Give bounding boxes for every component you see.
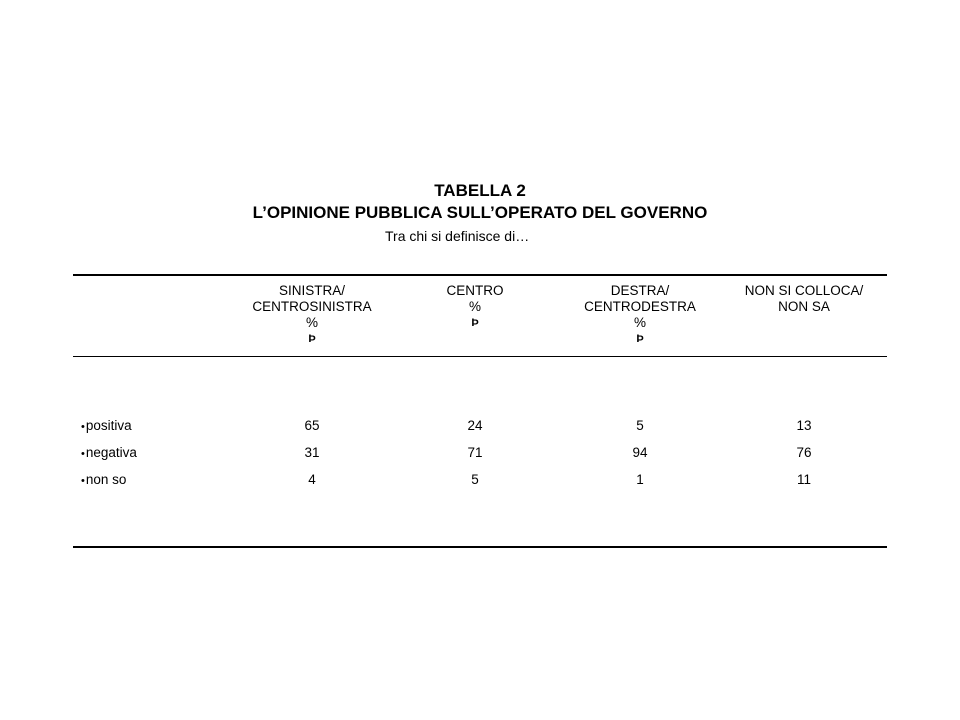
- column-header-line: CENTRO: [446, 283, 504, 298]
- table-cell: 1: [636, 472, 644, 487]
- column-header-line: NON SI COLLOCA/: [744, 283, 864, 298]
- table-title-block: [0, 180, 960, 224]
- table-cell: 65: [304, 418, 320, 433]
- table-cell: 5: [471, 472, 479, 487]
- column-header-1: [232, 283, 392, 347]
- table-row: [0, 418, 960, 434]
- table-cell: 94: [632, 445, 648, 460]
- row-label-text: negativa: [85, 445, 137, 460]
- table-number: TABELLA 2: [434, 181, 526, 200]
- table-row: [0, 445, 960, 461]
- table-cell: 5: [636, 418, 644, 433]
- row-label-text: non so: [85, 472, 127, 487]
- table-subtitle: Tra chi si definisce di…: [385, 228, 530, 244]
- table-cell: 4: [308, 472, 316, 487]
- top-rule: [73, 274, 887, 276]
- table-title: L’OPINIONE PUBBLICA SULL’OPERATO DEL GOVERNO: [252, 203, 708, 222]
- header-rule: [73, 356, 887, 357]
- bullet-icon: •: [81, 475, 85, 487]
- column-header-line: CENTRODESTRA: [584, 299, 696, 314]
- column-header-line: SINISTRA/: [278, 283, 345, 298]
- row-label: [81, 472, 126, 489]
- row-label: [81, 445, 137, 462]
- column-header-4: [724, 283, 884, 315]
- column-header-line: %: [305, 315, 318, 330]
- column-header-2: [395, 283, 555, 331]
- bullet-icon: •: [81, 421, 85, 433]
- table-cell: 11: [796, 472, 811, 487]
- row-label-text: positiva: [85, 418, 132, 433]
- column-header-3: [560, 283, 720, 347]
- table-cell: 24: [467, 418, 483, 433]
- row-label: [81, 418, 132, 435]
- table-cell: 13: [796, 418, 812, 433]
- table-cell: 71: [467, 445, 483, 460]
- table-cell: 31: [304, 445, 320, 460]
- bullet-icon: •: [81, 448, 85, 460]
- column-header-line: NON SA: [778, 299, 830, 314]
- column-header-line: %: [468, 299, 481, 314]
- column-marker-symbol: Þ: [636, 333, 644, 345]
- table-cell: 76: [796, 445, 812, 460]
- table-row: [0, 472, 960, 488]
- column-marker-symbol: Þ: [308, 333, 316, 345]
- column-header-line: DESTRA/: [610, 283, 670, 298]
- column-header-line: CENTROSINISTRA: [252, 299, 372, 314]
- column-header-line: %: [633, 315, 646, 330]
- bottom-rule: [73, 546, 887, 548]
- column-marker-symbol: Þ: [471, 317, 479, 329]
